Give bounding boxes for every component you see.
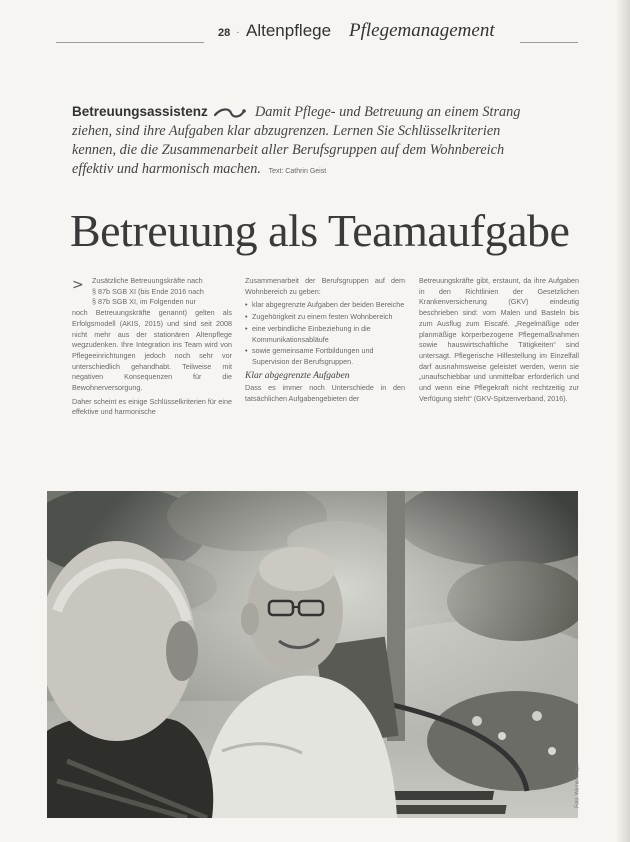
lead-line: § 87b SGB XI, im Folgenden nur <box>92 297 196 307</box>
page-edge-shadow <box>616 0 630 842</box>
paragraph-text: noch Betreuungskräfte genannt) gelten als Erfolgsmodell (AKIS, 2015) und sind seit 2008 nicht mehr aus der stationären Altenpflege wegzudenken. Ihre Integration ins Team wird von Pflegeeinrichtungen jedoch noch sehr vor unterschiedlich gehandhabt. Teilweise mit negativen Konsequenzen für die Bewohnerversorgung. <box>72 308 232 393</box>
rubric: Betreuungsassistenz <box>72 104 208 119</box>
arrow-marker-icon: > <box>72 277 84 293</box>
swirl-ornament-icon <box>213 107 247 119</box>
list-item: • klar abgegrenzte Aufgaben der beiden Bereiche <box>245 300 405 311</box>
article-intro <box>72 102 542 181</box>
article-photo <box>47 491 578 818</box>
header-rule-left <box>56 42 204 43</box>
subheading: Klar abgegrenzte Aufgaben <box>245 370 350 381</box>
magazine-name: Altenpflege <box>246 21 332 40</box>
intro-text: Damit Pflege- und Betreuung an einem Strang ziehen, sind ihre Aufgaben klar abzugrenzen. Lernen Sie Schlüsselkriterien kennen, die die Zusammenarbeit aller Berufsgruppen auf dem Wohnbereich effektiv und harmonisch machen. <box>72 104 521 177</box>
paragraph <box>72 276 232 394</box>
criteria-list <box>245 300 405 367</box>
list-item: • sowie gemeinsame Fortbildungen und Supervision der Berufsgruppen. <box>245 346 405 367</box>
lead-line: § 87b SGB XI (bis Ende 2016 nach <box>92 286 204 296</box>
article-headline: Betreuung als Teamaufgabe <box>70 205 570 256</box>
header-rule-right <box>520 42 578 43</box>
text-column-2 <box>245 276 405 408</box>
running-header <box>0 18 630 48</box>
paragraph: Betreuungskräfte gibt, erstaunt, da ihre Aufgaben in den Richtlinien der Gesetzlichen Krankenversicherung (GKV) eindeutig beschrieben sind: vom Malen und Basteln bis zum Ausflug zum Eiscafé. „Regelmäßige oder planmäßige körperbezogene Pflegemaßnahmen sowie hauswirtschaftliche Tätigkeiten“ sind untersagt. Pflegerische Hilfestellung im Einzelfall darf ausnahmsweise geleistet werden, wenn sie „unaufschiebbar und unmittelbar erforderlich und und wenn eine Pflegekraft nicht rechtzeitig zur Verfügung steht“ (GKV-Spitzenverband, 2016). <box>419 276 579 403</box>
byline: Text: Cathrin Geist <box>268 168 327 175</box>
list-item: • eine verbindliche Einbeziehung in die Kommunikationsabläufe <box>245 324 405 345</box>
lead-line: Zusätzliche Betreuungskräfte nach <box>92 276 203 285</box>
paragraph: Dass es immer noch Unterschiede in den tatsächlichen Aufgabengebieten der <box>245 383 405 404</box>
photo-seniors-on-bench <box>47 491 578 818</box>
text-column-3 <box>419 276 579 407</box>
paragraph: Daher scheint es einige Schlüsselkriterien für eine effektive und harmonische <box>72 396 232 417</box>
header-separator: · <box>236 27 240 39</box>
section-name: Pflegemanagement <box>349 20 495 41</box>
text-column-1 <box>72 276 232 421</box>
page-number: 28 <box>218 27 231 39</box>
paragraph: Zusammenarbeit der Berufsgruppen auf dem Wohnbereich zu geben: <box>245 276 405 296</box>
photo-credit: Foto: Werner Krüper <box>574 762 581 808</box>
list-item: • Zugehörigkeit zu einem festen Wohnbereich <box>245 312 405 323</box>
